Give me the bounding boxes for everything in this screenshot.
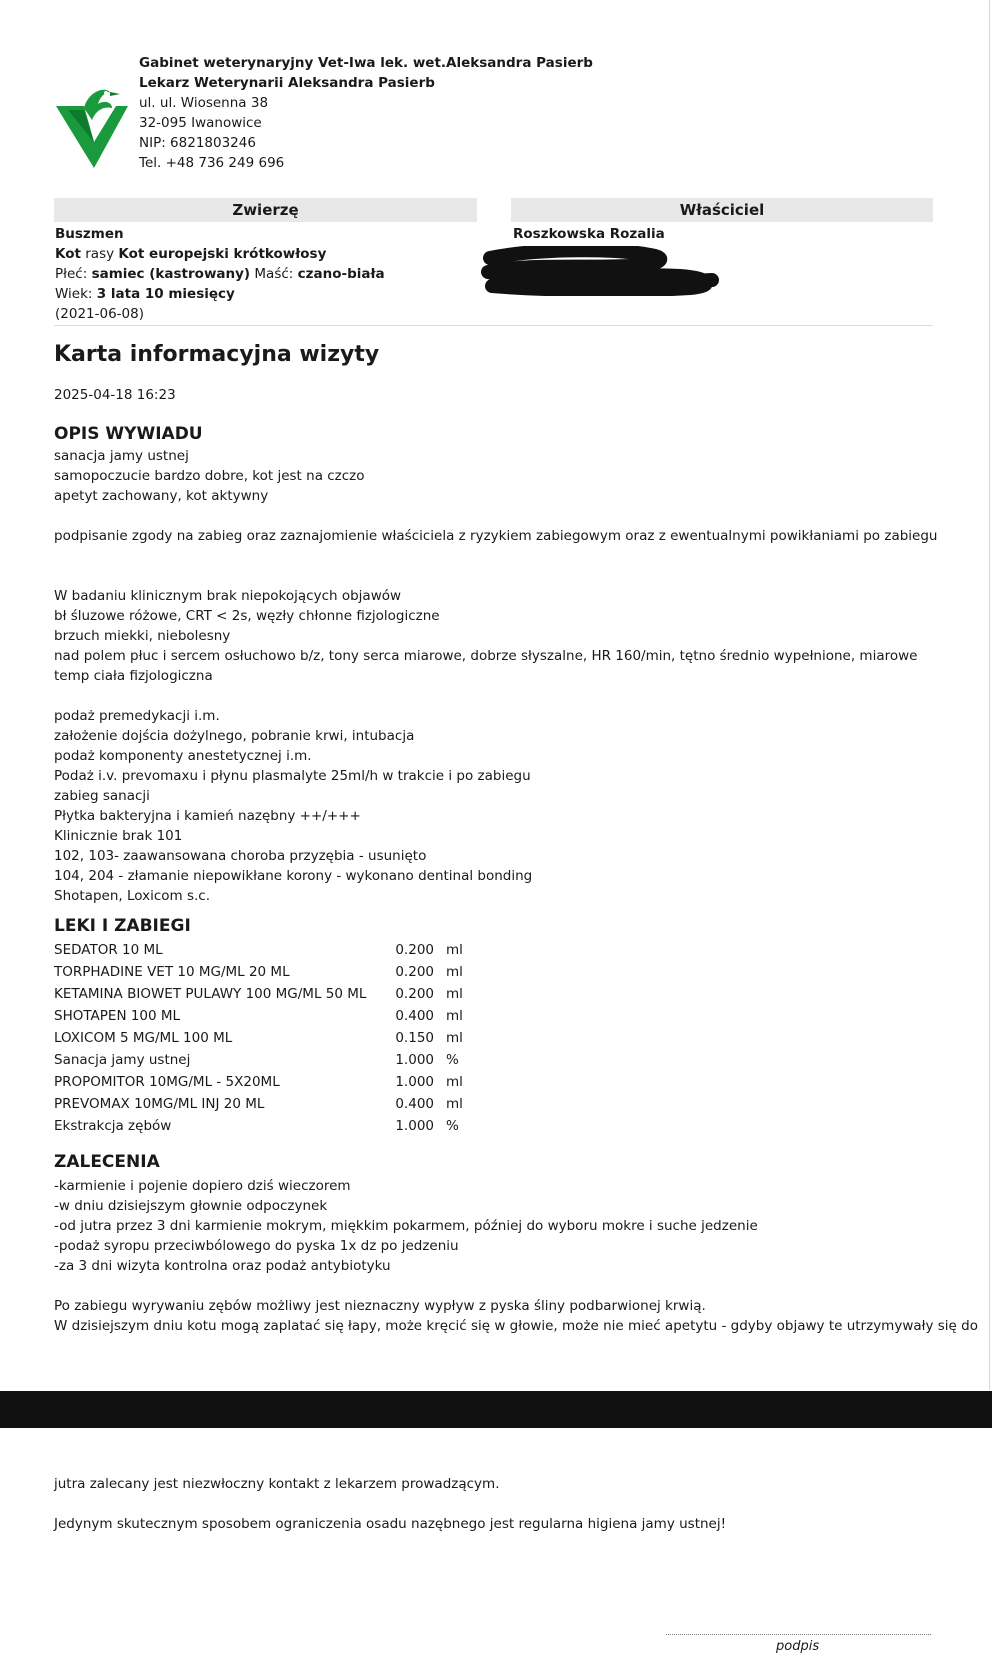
med-name: PROPOMITOR 10MG/ML - 5X20ML: [54, 1074, 280, 1090]
table-row: [54, 939, 486, 961]
med-unit: ml: [446, 942, 463, 958]
recommendation-line: -od jutra przez 3 dni karmienie mokrym, miękkim pokarmem, później do wyboru mokre i suche jedzenie: [54, 1218, 758, 1234]
table-row: [54, 983, 486, 1005]
med-qty: 0.200: [395, 964, 434, 980]
interview-line: [54, 546, 937, 566]
owner-name: Roszkowska Rozalia: [513, 226, 665, 242]
interview-line: Shotapen, Loxicom s.c.: [54, 888, 210, 904]
recommendation-line: -karmienie i pojenie dopiero dziś wieczorem: [54, 1178, 351, 1194]
med-unit: ml: [446, 1096, 463, 1112]
med-name: KETAMINA BIOWET PULAWY 100 MG/ML 50 ML: [54, 986, 367, 1002]
med-name: PREVOMAX 10MG/ML INJ 20 ML: [54, 1096, 265, 1112]
med-unit: ml: [446, 964, 463, 980]
interview-line: brzuch miekki, niebolesny: [54, 628, 231, 644]
med-qty: 1.000: [395, 1074, 434, 1090]
interview-line: Klinicznie brak 101: [54, 828, 183, 844]
interview-title: OPIS WYWIADU: [54, 424, 203, 444]
med-unit: ml: [446, 1074, 463, 1090]
med-qty: 0.200: [395, 942, 434, 958]
med-qty: 0.200: [395, 986, 434, 1002]
interview-line: [54, 686, 937, 706]
med-qty: 0.150: [395, 1030, 434, 1046]
animal-birth-date: (2021-06-08): [55, 306, 144, 322]
owner-info: [513, 224, 665, 244]
table-row: [54, 1093, 486, 1115]
recommendation-line: [54, 1276, 978, 1296]
animal-breed: Kot europejski krótkowłosy: [118, 246, 327, 262]
animal-age-row: [55, 284, 385, 304]
animal-sex-row: [55, 264, 385, 284]
clinic-info: [139, 53, 593, 173]
interview-line: założenie dojścia dożylnego, pobranie krwi, intubacja: [54, 728, 415, 744]
interview-line: podaż komponenty anestetycznej i.m.: [54, 748, 312, 764]
document-title: Karta informacyjna wizyty: [54, 342, 380, 367]
med-name: Ekstrakcja zębów: [54, 1118, 172, 1134]
clinic-city: 32-095 Iwanowice: [139, 115, 262, 131]
recommendation-line: -w dniu dzisiejszym głownie odpoczynek: [54, 1198, 328, 1214]
med-name: Sanacja jamy ustnej: [54, 1052, 191, 1068]
recommendation-line: Jedynym skutecznym sposobem ograniczenia osadu nazębnego jest regularna higiena jamy ustnej!: [54, 1516, 727, 1532]
interview-line: [54, 506, 937, 526]
med-unit: ml: [446, 1008, 463, 1024]
recommendations-continued: [54, 1474, 726, 1534]
animal-species-row: [55, 244, 385, 264]
table-row: [54, 1049, 486, 1071]
interview-line: apetyt zachowany, kot aktywny: [54, 488, 269, 504]
signature-label: podpis: [776, 1639, 820, 1654]
med-name: LOXICOM 5 MG/ML 100 ML: [54, 1030, 233, 1046]
owner-heading: Właściciel: [511, 198, 933, 222]
med-unit: %: [446, 1118, 459, 1134]
recommendation-line: [54, 1494, 726, 1514]
page-edge: [989, 0, 990, 1390]
page-break-bar: [0, 1391, 992, 1428]
med-qty: 1.000: [395, 1118, 434, 1134]
clinic-phone: Tel. +48 736 249 696: [139, 155, 285, 171]
interview-line: [54, 566, 937, 586]
table-row: [54, 961, 486, 983]
animal-species: Kot: [55, 246, 81, 262]
interview-line: Płytka bakteryjna i kamień nazębny ++/+++: [54, 808, 361, 824]
med-unit: ml: [446, 986, 463, 1002]
med-qty: 0.400: [395, 1008, 434, 1024]
recommendation-line: jutra zalecany jest niezwłoczny kontakt z lekarzem prowadzącym.: [54, 1476, 500, 1492]
age-label: Wiek:: [55, 286, 93, 302]
interview-line: zabieg sanacji: [54, 788, 150, 804]
interview-line: sanacja jamy ustnej: [54, 448, 189, 464]
animal-info: [55, 224, 385, 324]
visit-datetime: 2025-04-18 16:23: [54, 387, 176, 403]
med-name: TORPHADINE VET 10 MG/ML 20 ML: [54, 964, 290, 980]
clinic-street: ul. ul. Wiosenna 38: [139, 95, 269, 111]
interview-line: 102, 103- zaawansowana choroba przyzębia - usunięto: [54, 848, 427, 864]
redaction-scribble: [480, 246, 720, 296]
med-unit: %: [446, 1052, 459, 1068]
recommendations-title: ZALECENIA: [54, 1152, 160, 1172]
interview-line: nad polem płuc i sercem osłuchowo b/z, tony serca miarowe, dobrze słyszalne, HR 160/min, tętno średnio wypełnione, miarowe: [54, 648, 918, 664]
med-qty: 1.000: [395, 1052, 434, 1068]
med-qty: 0.400: [395, 1096, 434, 1112]
recommendation-line: W dzisiejszym dniu kotu mogą zaplatać się łapy, może kręcić się w głowie, może nie mieć apetytu - gdyby objawy te utrzymywały się do: [54, 1318, 978, 1334]
clinic-logo-icon: [54, 84, 134, 170]
interview-line: bł śluzowe różowe, CRT < 2s, węzły chłonne fizjologiczne: [54, 608, 440, 624]
animal-heading: Zwierzę: [54, 198, 477, 222]
interview-line: podaż premedykacji i.m.: [54, 708, 220, 724]
breed-label: rasy: [85, 246, 115, 262]
table-row: [54, 1005, 486, 1027]
animal-color: czano-biała: [297, 266, 385, 282]
color-label: Maść:: [254, 266, 294, 282]
clinic-nip: NIP: 6821803246: [139, 135, 256, 151]
recommendation-line: -za 3 dni wizyta kontrolna oraz podaż antybiotyku: [54, 1258, 391, 1274]
table-row: [54, 1115, 486, 1137]
interview-line: W badaniu klinicznym brak niepokojących objawów: [54, 588, 402, 604]
animal-name: Buszmen: [55, 226, 124, 242]
med-unit: ml: [446, 1030, 463, 1046]
interview-line: Podaż i.v. prevomaxu i płynu plasmalyte 25ml/h w trakcie i po zabiegu: [54, 768, 531, 784]
signature-line: [666, 1634, 931, 1635]
animal-age: 3 lata 10 miesięcy: [96, 286, 235, 302]
interview-line: temp ciała fizjologiczna: [54, 668, 213, 684]
doctor-name: Lekarz Weterynarii Aleksandra Pasierb: [139, 75, 435, 91]
sex-label: Płeć:: [55, 266, 88, 282]
recommendations-text: [54, 1176, 978, 1336]
recommendation-line: -podaż syropu przeciwbólowego do pyska 1x dz po jedzeniu: [54, 1238, 459, 1254]
clinic-name: Gabinet weterynaryjny Vet-Iwa lek. wet.Aleksandra Pasierb: [139, 55, 593, 71]
med-name: SHOTAPEN 100 ML: [54, 1008, 181, 1024]
recommendation-line: Po zabiegu wyrywaniu zębów możliwy jest nieznaczny wypływ z pyska śliny podbarwionej krwią.: [54, 1298, 706, 1314]
interview-text: [54, 446, 937, 906]
animal-sex: samiec (kastrowany): [91, 266, 251, 282]
meds-table: [54, 939, 486, 1137]
interview-line: 104, 204 - złamanie niepowikłane korony - wykonano dentinal bonding: [54, 868, 533, 884]
med-name: SEDATOR 10 ML: [54, 942, 163, 958]
table-row: [54, 1071, 486, 1093]
interview-line: podpisanie zgody na zabieg oraz zaznajomienie właściciela z ryzykiem zabiegowym oraz z ewentualnymi powikłaniami po zabiegu: [54, 528, 938, 544]
interview-line: samopoczucie bardzo dobre, kot jest na czczo: [54, 468, 365, 484]
meds-title: LEKI I ZABIEGI: [54, 916, 191, 936]
divider: [54, 325, 933, 326]
table-row: [54, 1027, 486, 1049]
